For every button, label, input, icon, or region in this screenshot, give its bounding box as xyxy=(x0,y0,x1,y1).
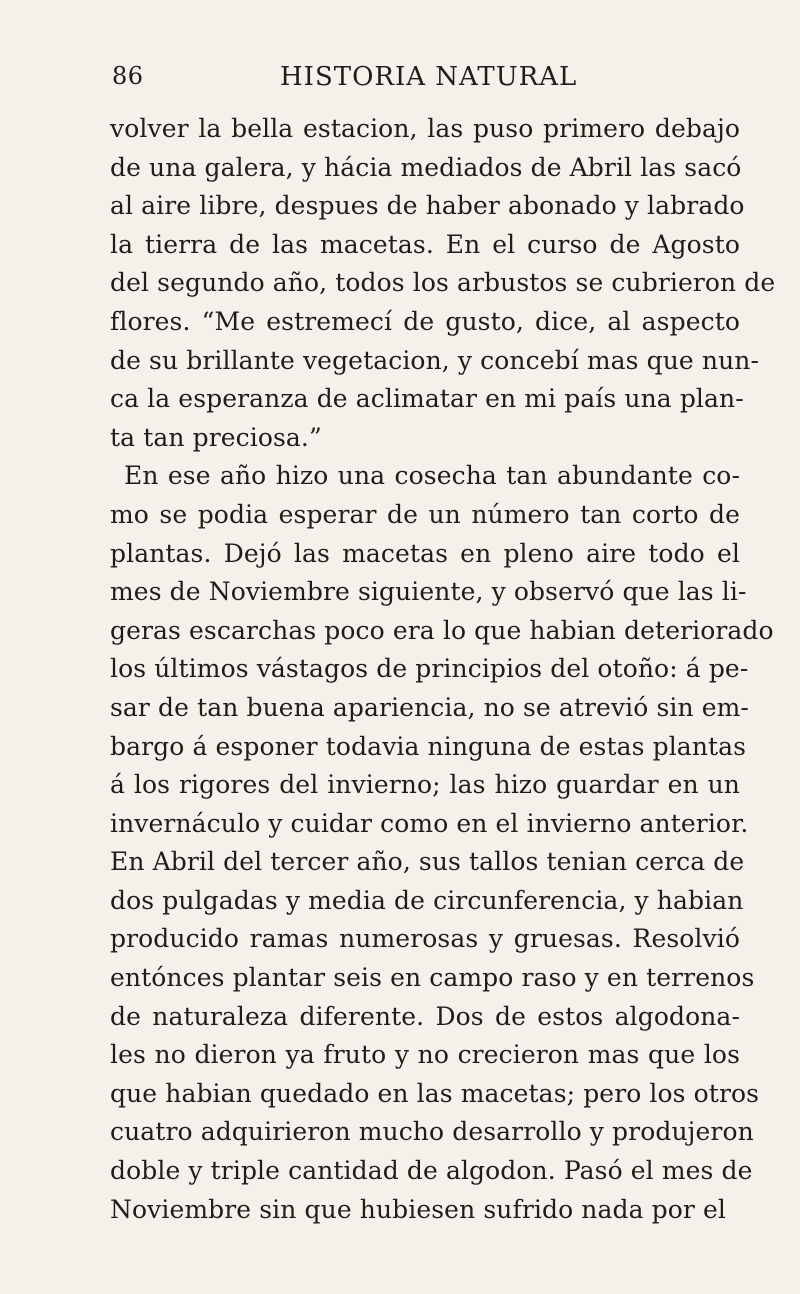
text-line: de naturaleza diferente. Dos de estos algodona- xyxy=(110,1001,740,1031)
running-title: HISTORIA NATURAL xyxy=(280,62,578,92)
text-line: dos pulgadas y media de circunferencia, y habian xyxy=(110,885,744,915)
text-line: mo se podia esperar de un número tan corto de xyxy=(110,499,740,529)
text-line: de su brillante vegetacion, y concebí mas que nun- xyxy=(110,345,760,375)
text-line: á los rigores del invierno; las hizo guardar en un xyxy=(110,770,740,800)
text-line: del segundo año, todos los arbustos se cubrieron de xyxy=(110,268,776,298)
page-number: 86 xyxy=(112,62,144,90)
text-line: bargo á esponer todavia ninguna de estas plantas xyxy=(110,731,747,761)
text-line: doble y triple cantidad de algodon. Pasó el mes de xyxy=(110,1156,753,1186)
text-line: invernáculo y cuidar como en el invierno anterior. xyxy=(110,808,749,838)
text-line: que habian quedado en las macetas; pero los otros xyxy=(110,1078,760,1108)
text-line: al aire libre, despues de haber abonado y labrado xyxy=(110,191,745,221)
text-line: En Abril del tercer año, sus tallos tenian cerca de xyxy=(110,847,745,877)
text-line: ta tan preciosa.” xyxy=(110,422,322,452)
text-line: Noviembre sin que hubiesen sufrido nada por el xyxy=(110,1194,726,1224)
text-line: de una galera, y hácia mediados de Abril las sacó xyxy=(110,152,742,182)
text-line: sar de tan buena apariencia, no se atrevió sin em- xyxy=(110,692,749,722)
text-line: En ese año hizo una cosecha tan abundante co- xyxy=(124,461,740,491)
text-line: volver la bella estacion, las puso primero debajo xyxy=(110,114,740,143)
text-line: mes de Noviembre siguiente, y observó que las li- xyxy=(110,577,747,607)
text-line: la tierra de las macetas. En el curso de Agosto xyxy=(110,229,740,259)
text-line: producido ramas numerosas y gruesas. Resolvió xyxy=(110,924,740,954)
text-line: plantas. Dejó las macetas en pleno aire todo el xyxy=(110,538,740,568)
text-line: cuatro adquirieron mucho desarrollo y produjeron xyxy=(110,1117,754,1147)
text-line: geras escarchas poco era lo que habian deteriorado xyxy=(110,615,774,645)
text-line: les no dieron ya fruto y no crecieron mas que los xyxy=(110,1040,740,1070)
text-line: los últimos vástagos de principios del otoño: á pe- xyxy=(110,654,749,684)
page-header xyxy=(112,62,672,102)
body-text xyxy=(110,110,776,1229)
text-line: ca la esperanza de aclimatar en mi país una plan- xyxy=(110,384,744,414)
text-line: flores. “Me estremecí de gusto, dice, al aspecto xyxy=(110,306,740,336)
text-line: entónces plantar seis en campo raso y en terrenos xyxy=(110,963,755,993)
